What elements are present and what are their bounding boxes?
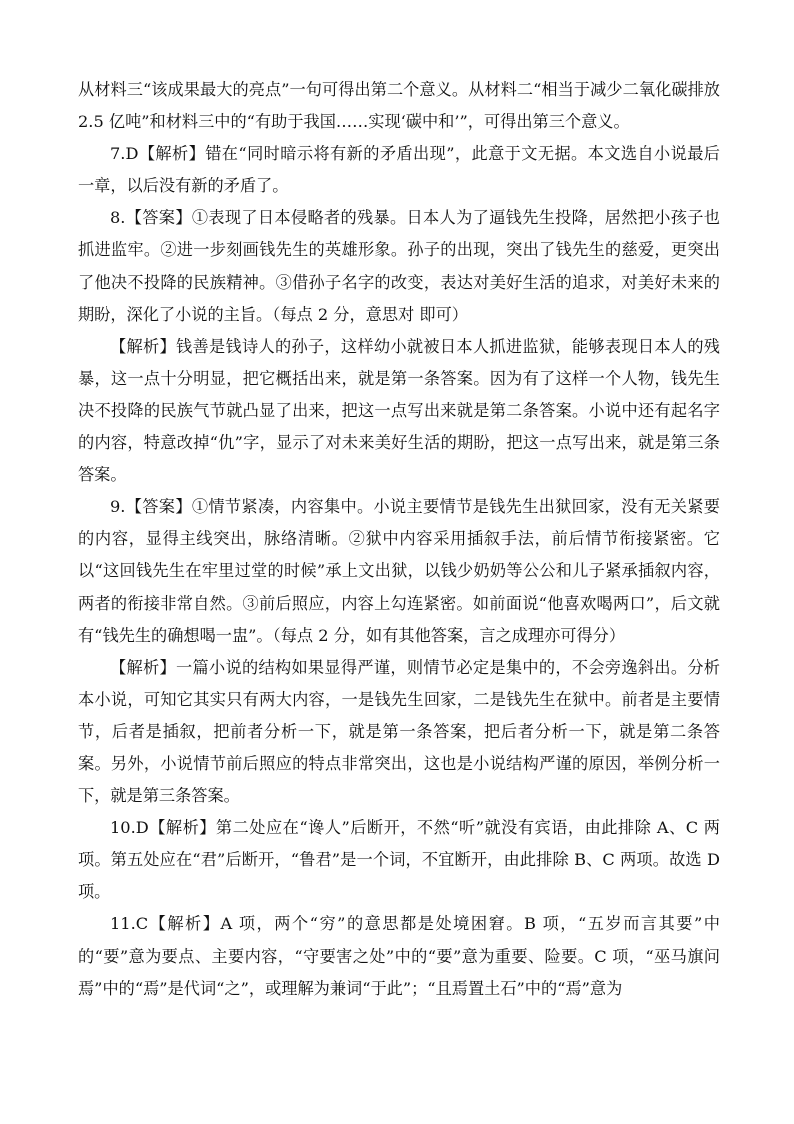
paragraph-answer-10: 10.D【解析】第二处应在“谗人”后断开，不然“听”就没有宾语，由此排除 A、C 两项。第五处应在“君”后断开，“鲁君”是一个词，不宜断开，由此排除 B、C 两项。故选 D 项。 xyxy=(78,818,720,902)
paragraph-material-meaning: 从材料三“该成果最大的亮点”一句可得出第二个意义。从材料二“相当于减少二氧化碳排放 2.5 亿吨”和材料三中的“有助于我国……实现‘碳中和’”，可得出第三个意义。 xyxy=(78,80,720,132)
paragraph-analysis-8: 【解析】钱善是钱诗人的孙子，这样幼小就被日本人抓进监狱，能够表现日本人的残暴，这一点十分明显，把它概括出来，就是第一条答案。因为有了这样一个人物，钱先生决不投降的民族气节就凸显了出来，把这一点写出来就是第二条答案。小说中还有起名字的内容，特意改掉“仇”字，显示了对未来美好生活的期盼，把这一点写出来，就是第三条答案。 xyxy=(78,336,720,485)
paragraph-answer-9: 9.【答案】①情节紧凑，内容集中。小说主要情节是钱先生出狱回家，没有无关紧要的内容，显得主线突出，脉络清晰。②狱中内容采用插叙手法，前后情节衔接紧密。它以“这回钱先生在牢里过堂的时候”承上文出狱，以钱少奶奶等公公和儿子紧承插叙内容，两者的衔接非常自然。③前后照应，内容上勾连紧密。如前面说“他喜欢喝两口”，后文就有“钱先生的确想喝一盅”。（每点 2 分，如有其他答案，言之成理亦可得分） xyxy=(78,497,720,645)
paragraph-answer-8: 8.【答案】①表现了日本侵略者的残暴。日本人为了逼钱先生投降，居然把小孩子也抓进监牢。②进一步刻画钱先生的英雄形象。孙子的出现，突出了钱先生的慈爱，更突出了他决不投降的民族精神。③借孙子名字的改变，表达对美好生活的追求，对美好未来的期盼，深化了小说的主旨。（每点 2 分，意思对 即可） xyxy=(78,208,720,324)
paragraph-answer-7: 7.D【解析】错在“同时暗示将有新的矛盾出现”，此意于文无据。本文选自小说最后一章，以后没有新的矛盾了。 xyxy=(78,144,720,196)
paragraph-answer-11: 11.C【解析】A 项，两个“穷”的意思都是处境困窘。B 项，“五岁而言其要”中的“要”意为要点、主要内容，“守要害之处”中的“要”意为重要、险要。C 项，“巫马旗问焉”中的“焉”是代词“之”，或理解为兼词“于此”；“且焉置土石”中的“焉”意为 xyxy=(78,914,720,998)
paragraph-analysis-9: 【解析】一篇小说的结构如果显得严谨，则情节必定是集中的，不会旁逸斜出。分析本小说，可知它其实只有两大内容，一是钱先生回家，二是钱先生在狱中。前者是主要情节，后者是插叙，把前者分析一下，就是第一条答案，把后者分析一下，就是第二条答案。另外，小说情节前后照应的特点非常突出，这也是小说结构严谨的原因，举例分析一下，就是第三条答案。 xyxy=(78,657,720,806)
